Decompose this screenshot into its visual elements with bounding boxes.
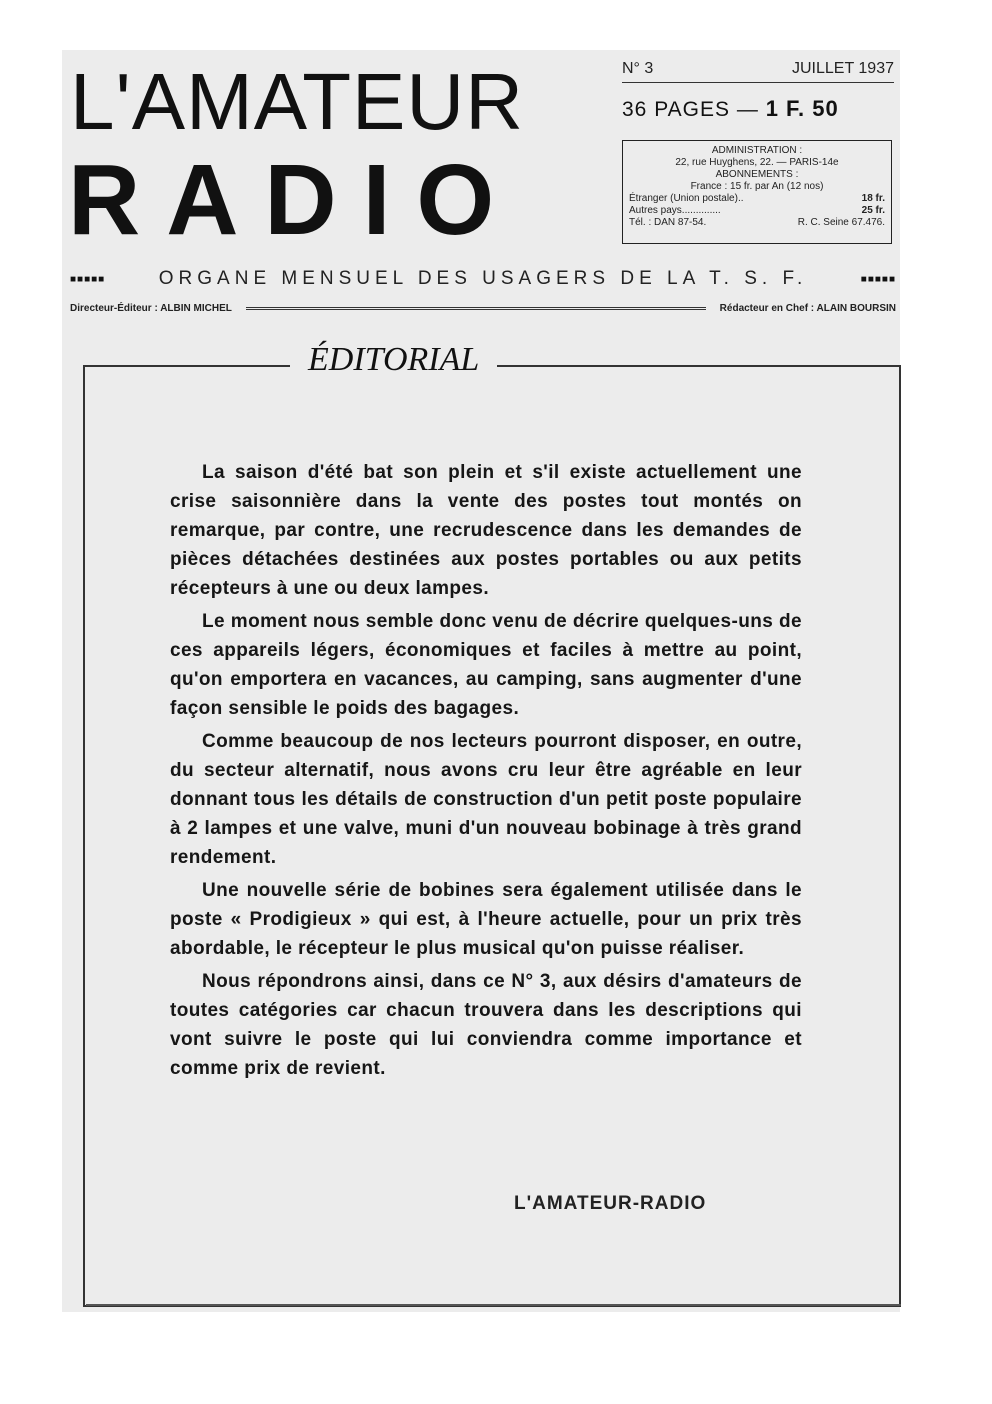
autres-label: Autres pays.............. [629, 205, 721, 216]
editor-credit: Rédacteur en Chef : ALAIN BOURSIN [719, 303, 896, 314]
autres-price: 25 fr. [861, 205, 885, 216]
price: 1 F. 50 [765, 96, 839, 121]
pages-label: 36 PAGES — [622, 98, 759, 121]
editorial-paragraph: Une nouvelle série de bobines sera également utilisée dans le poste « Prodigieux » qui est, à l'heure actuelle, pour un prix très abordable, le récepteur le plus musical qu'on puisse réaliser. [170, 880, 802, 959]
tagline-squares-left: ■■■■■ [70, 273, 106, 285]
contact-row [629, 217, 885, 229]
editorial-heading: ÉDITORIAL [290, 340, 497, 380]
editorial-paragraph: Nous répondrons ainsi, dans ce N° 3, aux désirs d'amateurs de toutes catégories car chacun trouvera dans les descriptions qui vont suivre le poste qui lui conviendra comme importance et comme prix de revient. [170, 971, 802, 1079]
tagline-squares-right: ■■■■■ [860, 273, 896, 285]
etranger-label: Étranger (Union postale).. [629, 193, 744, 204]
director-credit: Directeur-Éditeur : ALBIN MICHEL [70, 303, 232, 314]
issue-rule [622, 82, 894, 83]
subscription-autres [629, 205, 885, 217]
masthead-title-line2: RADIO [68, 144, 521, 256]
registry-number: R. C. Seine 67.476. [797, 217, 885, 228]
credits-line [70, 303, 896, 314]
editorial-paragraph: La saison d'été bat son plein et s'il existe actuellement une crise saisonnière dans la vente des postes tout montés on remarque, par contre, une recrudescence dans les demandes de pièces détachées destinées aux postes portables ou aux petits récepteurs à une ou deux lampes. [170, 462, 802, 599]
credits-rule [246, 307, 706, 310]
editorial-signature: L'AMATEUR-RADIO [514, 1193, 707, 1214]
subscription-france: France : 15 fr. par An (12 nos) [690, 181, 824, 192]
tagline [70, 268, 896, 290]
issue-date: JUILLET 1937 [792, 60, 894, 77]
editorial-frame-shadow [86, 1304, 901, 1306]
issue-info [622, 60, 894, 78]
etranger-price: 18 fr. [861, 193, 885, 204]
subscriptions-heading: ABONNEMENTS : [715, 169, 799, 180]
editorial-paragraph: Le moment nous semble donc venu de décrire quelques-uns de ces appareils légers, économiques et faciles à mettre au point, qu'on emportera en vacances, au camping, sans augmenter d'une façon sensible le poids des bagages. [170, 611, 802, 719]
telephone: Tél. : DAN 87-54. [629, 217, 707, 228]
editorial-paragraph: Comme beaucoup de nos lecteurs pourront disposer, en outre, du secteur alternatif, nous avons cru leur être agréable en leur donnant tous les détails de construction d'un petit poste populaire à 2 lampes et une valve, muni d'un nouveau bobinage à très grand rendement. [170, 731, 802, 868]
editorial-body [170, 458, 802, 1087]
admin-address: 22, rue Huyghens, 22. — PARIS-14e [675, 157, 839, 168]
masthead-title-line1: L'AMATEUR [70, 57, 524, 146]
admin-heading: ADMINISTRATION : [711, 145, 803, 156]
tagline-text: ORGANE MENSUEL DES USAGERS DE LA T. S. F. [158, 268, 808, 289]
price-line [622, 96, 894, 122]
subscription-etranger [629, 193, 885, 205]
admin-box [622, 140, 892, 244]
issue-number: N° 3 [622, 60, 654, 77]
